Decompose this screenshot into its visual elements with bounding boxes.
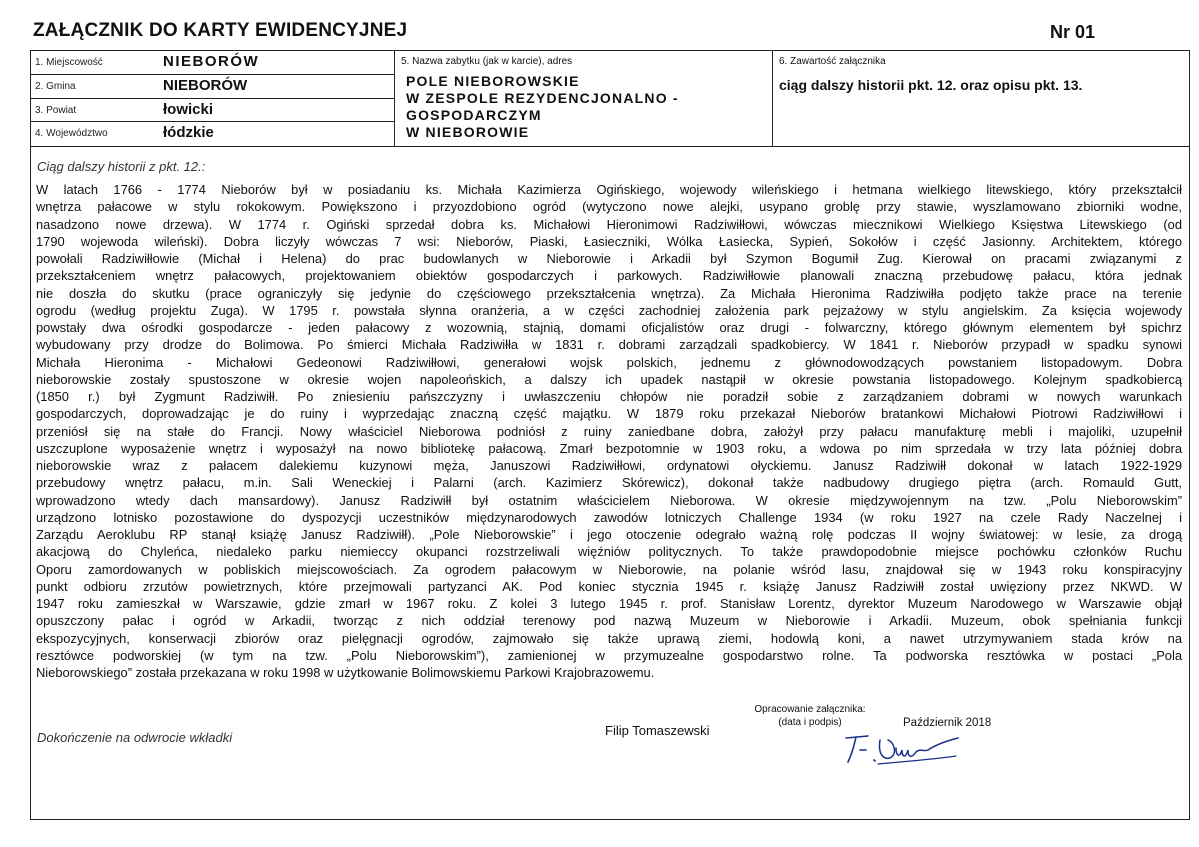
conclusion-note: Dokończenie na odwrocie wkładki <box>37 730 233 745</box>
attachment-content-label: 6. Zawartość załącznika <box>779 56 886 67</box>
powiat-value: łowicki <box>163 100 214 118</box>
history-line: Oporu zamordowanych w pobliskich miejscowościach. Za ogrodem pałacowym w Nieborowie, na polanie wśród lasu, znajdował się w 1943 roku konspiracyjny <box>36 561 1182 577</box>
history-line: resztówce podworskiej (w tym na tzw. „Polu Nieborowskim”), zamienionej w przymuzealne gospodarstwo rolne. Ta podworska resztówka w postaci „Pola <box>36 647 1182 663</box>
history-line: wnętrza pałacowe w stylu rokokowym. Powiększono i przyozdobiono ogród (wytyczono nowe alejki, usypano groblę przy stawie, wyszlamowano zbiorniki wodne, <box>36 199 1182 215</box>
header-table <box>31 51 1189 147</box>
preparation-date: Październik 2018 <box>903 717 992 729</box>
prepared-by-label <box>750 703 870 729</box>
miejscowosc-value: NIEBORÓW <box>163 53 260 70</box>
prepared-label-line-2: (data i podpis) <box>778 717 842 728</box>
gmina-label: 2. Gmina <box>35 80 76 92</box>
history-line: Zarządu Aeroklubu RP stanął książę Janusz Radziwiłł). „Pole Nieborowskie” i jego otoczenie odegrało ważną rolę podczas II wojny światowej: w lesie, za drogą <box>36 527 1182 542</box>
location-column <box>31 51 395 146</box>
history-line: W latach 1766 - 1774 Nieborów był w posiadaniu ks. Michała Kazimierza Ogińskiego, wojewody wileńskiego i hetmana wielkiego litewskiego, który przekształcił <box>36 182 1182 197</box>
history-line: powołali Radziwiłłowie (Michał i Helena) do prac budowlanych w Nieborowie i Arkadii był Szymon Bogumił Zug. Kierował on pracami związanymi z <box>36 251 1182 266</box>
monument-name-line: W ZESPOLE REZYDENCJONALNO - <box>406 90 679 106</box>
history-line: ogrodu (według projektu Zuga). W 1795 r. powstała słynna oranżeria, a w części zachodniej założenia park pejzażowy w stylu angielskim. Za księcia wojewody <box>36 302 1182 318</box>
row-powiat <box>31 99 394 123</box>
history-line: 1790 wojewoda wileński). Dobra liczyły wówczas 7 wsi: Nieborów, Piaski, Łasieczniki, Wólka Łasiecka, Sypień, Sokołów i część Jasionny. Architektem, którego <box>36 233 1182 249</box>
history-line: Nieborowskiego” została przekazana w roku 1998 w użytkowanie Bolimowskiemu Parkowi Krajobrazowemu. <box>36 665 655 680</box>
history-heading: Ciąg dalszy historii z pkt. 12.: <box>37 159 206 174</box>
document-number: Nr 01 <box>1050 22 1096 42</box>
powiat-label: 3. Powiat <box>35 104 77 116</box>
history-text <box>36 181 1182 681</box>
history-line: gospodarczych, doprowadzając je do ruiny i wyprzedając znaczną część majątku. W 1879 roku przekazał Nieborów bratankowi Michałowi Piotrowi Radziwiłłowi i <box>36 406 1182 422</box>
wojewodztwo-value: łódzkie <box>163 124 214 142</box>
history-line: nie doszła do skutku (prace ograniczyły się jedynie do częściowego przekształcenia wnętrza). Za Michała Hieronima Radziwiłła podjęto także prace na terenie <box>36 285 1182 301</box>
history-line: opuszczony pałac i ogród w Arkadii, tworząc z nich oddział terenowy pod nazwą Muzeum w Nieborowie i Arkadii. Muzeum, obok spełniania funkcji <box>36 613 1182 629</box>
monument-name-line: POLE NIEBOROWSKIE <box>406 73 580 89</box>
wojewodztwo-label: 4. Województwo <box>35 128 108 140</box>
history-line: urządzono lotnisko pozostawione do dyspozycji uczestników międzynarodowych zawodów lotniczych Challenge 1934 (w roku 1927 na czele Rady Naczelnej i <box>36 509 1182 525</box>
history-line: (1850 r.) był Zygmunt Radziwiłł. Po zniesieniu pańszczyzny i uwłaszczeniu chłopów nie poradził sobie z zarządzaniem dobrami w nowych warunkach <box>36 389 1182 404</box>
monument-name-column <box>395 51 773 146</box>
history-line: przebudowy wnętrz pałacu, m.in. Sali Weneckiej i Palarni (arch. Kazimierz Skórewicz), dokonał także nadbudowy drugiego piętra (arch. Romauld Gutt, <box>36 475 1182 491</box>
attachment-content-value: ciąg dalszy historii pkt. 12. oraz opisu pkt. 13. <box>779 77 1083 93</box>
history-line: nieborowskie wraz z pałacem dalekiemu kuzynowi męża, Januszowi Radziwiłłowi, ordynatowi ołyckiemu. Janusz Radziwiłł dokonał w latach 1922-1929 <box>36 458 1182 473</box>
gmina-value: NIEBORÓW <box>163 76 248 94</box>
history-line: wybudowany przy drodze do Bolimowa. Po śmierci Michała Radziwiłła w 1831 r. dobrami zarządzali spadkobiercy. W 1841 r. Nieborów przypadł w spadku synowi <box>36 337 1182 353</box>
attachment-content-column <box>773 51 1189 146</box>
history-line: wprowadzono wtedy dach mansardowy). Janusz Radziwiłł był ostatnim właścicielem Nieborowa. W okresie międzywojennym na tzw. „Polu Nieborowskim” <box>36 492 1182 508</box>
document-frame <box>30 50 1190 820</box>
document-title: ZAŁĄCZNIK DO KARTY EWIDENCYJNEJ <box>33 20 408 41</box>
history-line: nieborowskie zostały spustoszone w okresie wojen napoleońskich, a dalszy ich upadek nastąpił w okresie powstania listopadowego. Kolejnym spadkobiercą <box>36 371 1182 387</box>
history-line: akacjową do Chyleńca, niedaleko parku niemieccy okupanci rozstrzeliwali więźniów politycznych. To także prawdopodobnie miejsce pochówku członków Ruchu <box>36 544 1182 560</box>
row-miejscowosc <box>31 51 394 75</box>
monument-name-label: 5. Nazwa zabytku (jak w karcie), adres <box>401 56 573 67</box>
history-line: nasadzono nowe drzewa). W 1774 r. Ogiński sprzedał dobra ks. Michałowi Hieronimowi Radziwiłłowi, wówczas miecznikowi Wielkiego Księstwa Litewskiego (od <box>36 216 1182 232</box>
miejscowosc-label: 1. Miejscowość <box>35 57 103 68</box>
prepared-label-line-1: Opracowanie załącznika: <box>754 704 866 715</box>
row-wojewodztwo <box>31 122 394 146</box>
history-line: punkt odbioru zrzutów powietrznych, które przejmowali partyzanci AK. Pod koniec stycznia 1945 r. książę Janusz Radziwiłł został uwięziony przez NKWD. W <box>36 578 1182 594</box>
history-line: 1947 roku zamieszkał w Warszawie, gdzie zmarł w 1967 roku. Z kolei 3 lutego 1945 r. prof. Stanisław Lorentz, dyrektor Muzeum Narodowego w Warszawie objął <box>36 596 1182 611</box>
history-line: przeniósł się na stałe do Francji. Nowy właściciel Nieborowa podniósł z ruiny zaniedbane dobra, założył przy pałacu manufakturę mebli i majoliki, uzupełnił <box>36 423 1182 439</box>
history-line: powstały dwa ośrodki gospodarcze - jeden pałacowy z wozownią, stajnią, domami oficjalistów oraz drugi - folwarczny, którego głównym elementem był spichrz <box>36 320 1182 335</box>
row-gmina <box>31 75 394 99</box>
monument-name-line: W NIEBOROWIE <box>406 124 530 140</box>
history-line: Michała Hieronima - Michałowi Gedeonowi Radziwiłłowi, generałowi wojsk polskich, jednemu z głównodowodzących powstaniem listopadowym. Dobra <box>36 354 1182 370</box>
history-line: ekspozycyjnych, konserwacji zbiorów oraz pielęgnacji ogrodów, zajmowało się także uprawą ziemi, hodowlą koni, a nawet utrzymywaniem stada krów na <box>36 630 1182 646</box>
history-line: uszczuplone wyposażenie wnętrz i wyposażył na nowo bibliotekę pałacową. Zmarł bezpotomnie w 1903 roku, a wdowa po nim sprzedała w trzy lata później dobra <box>36 440 1182 456</box>
handwritten-signature <box>838 730 968 770</box>
monument-name-value <box>406 73 679 141</box>
author-name: Filip Tomaszewski <box>605 723 710 738</box>
history-line: przekształceniem wnętrz pałacowych, projektowaniem obiektów gospodarczych i parkowych. Radziwiłłowie planowali znaczną przebudowę pałacu, która jednak <box>36 268 1182 284</box>
monument-name-line: GOSPODARCZYM <box>406 107 542 123</box>
